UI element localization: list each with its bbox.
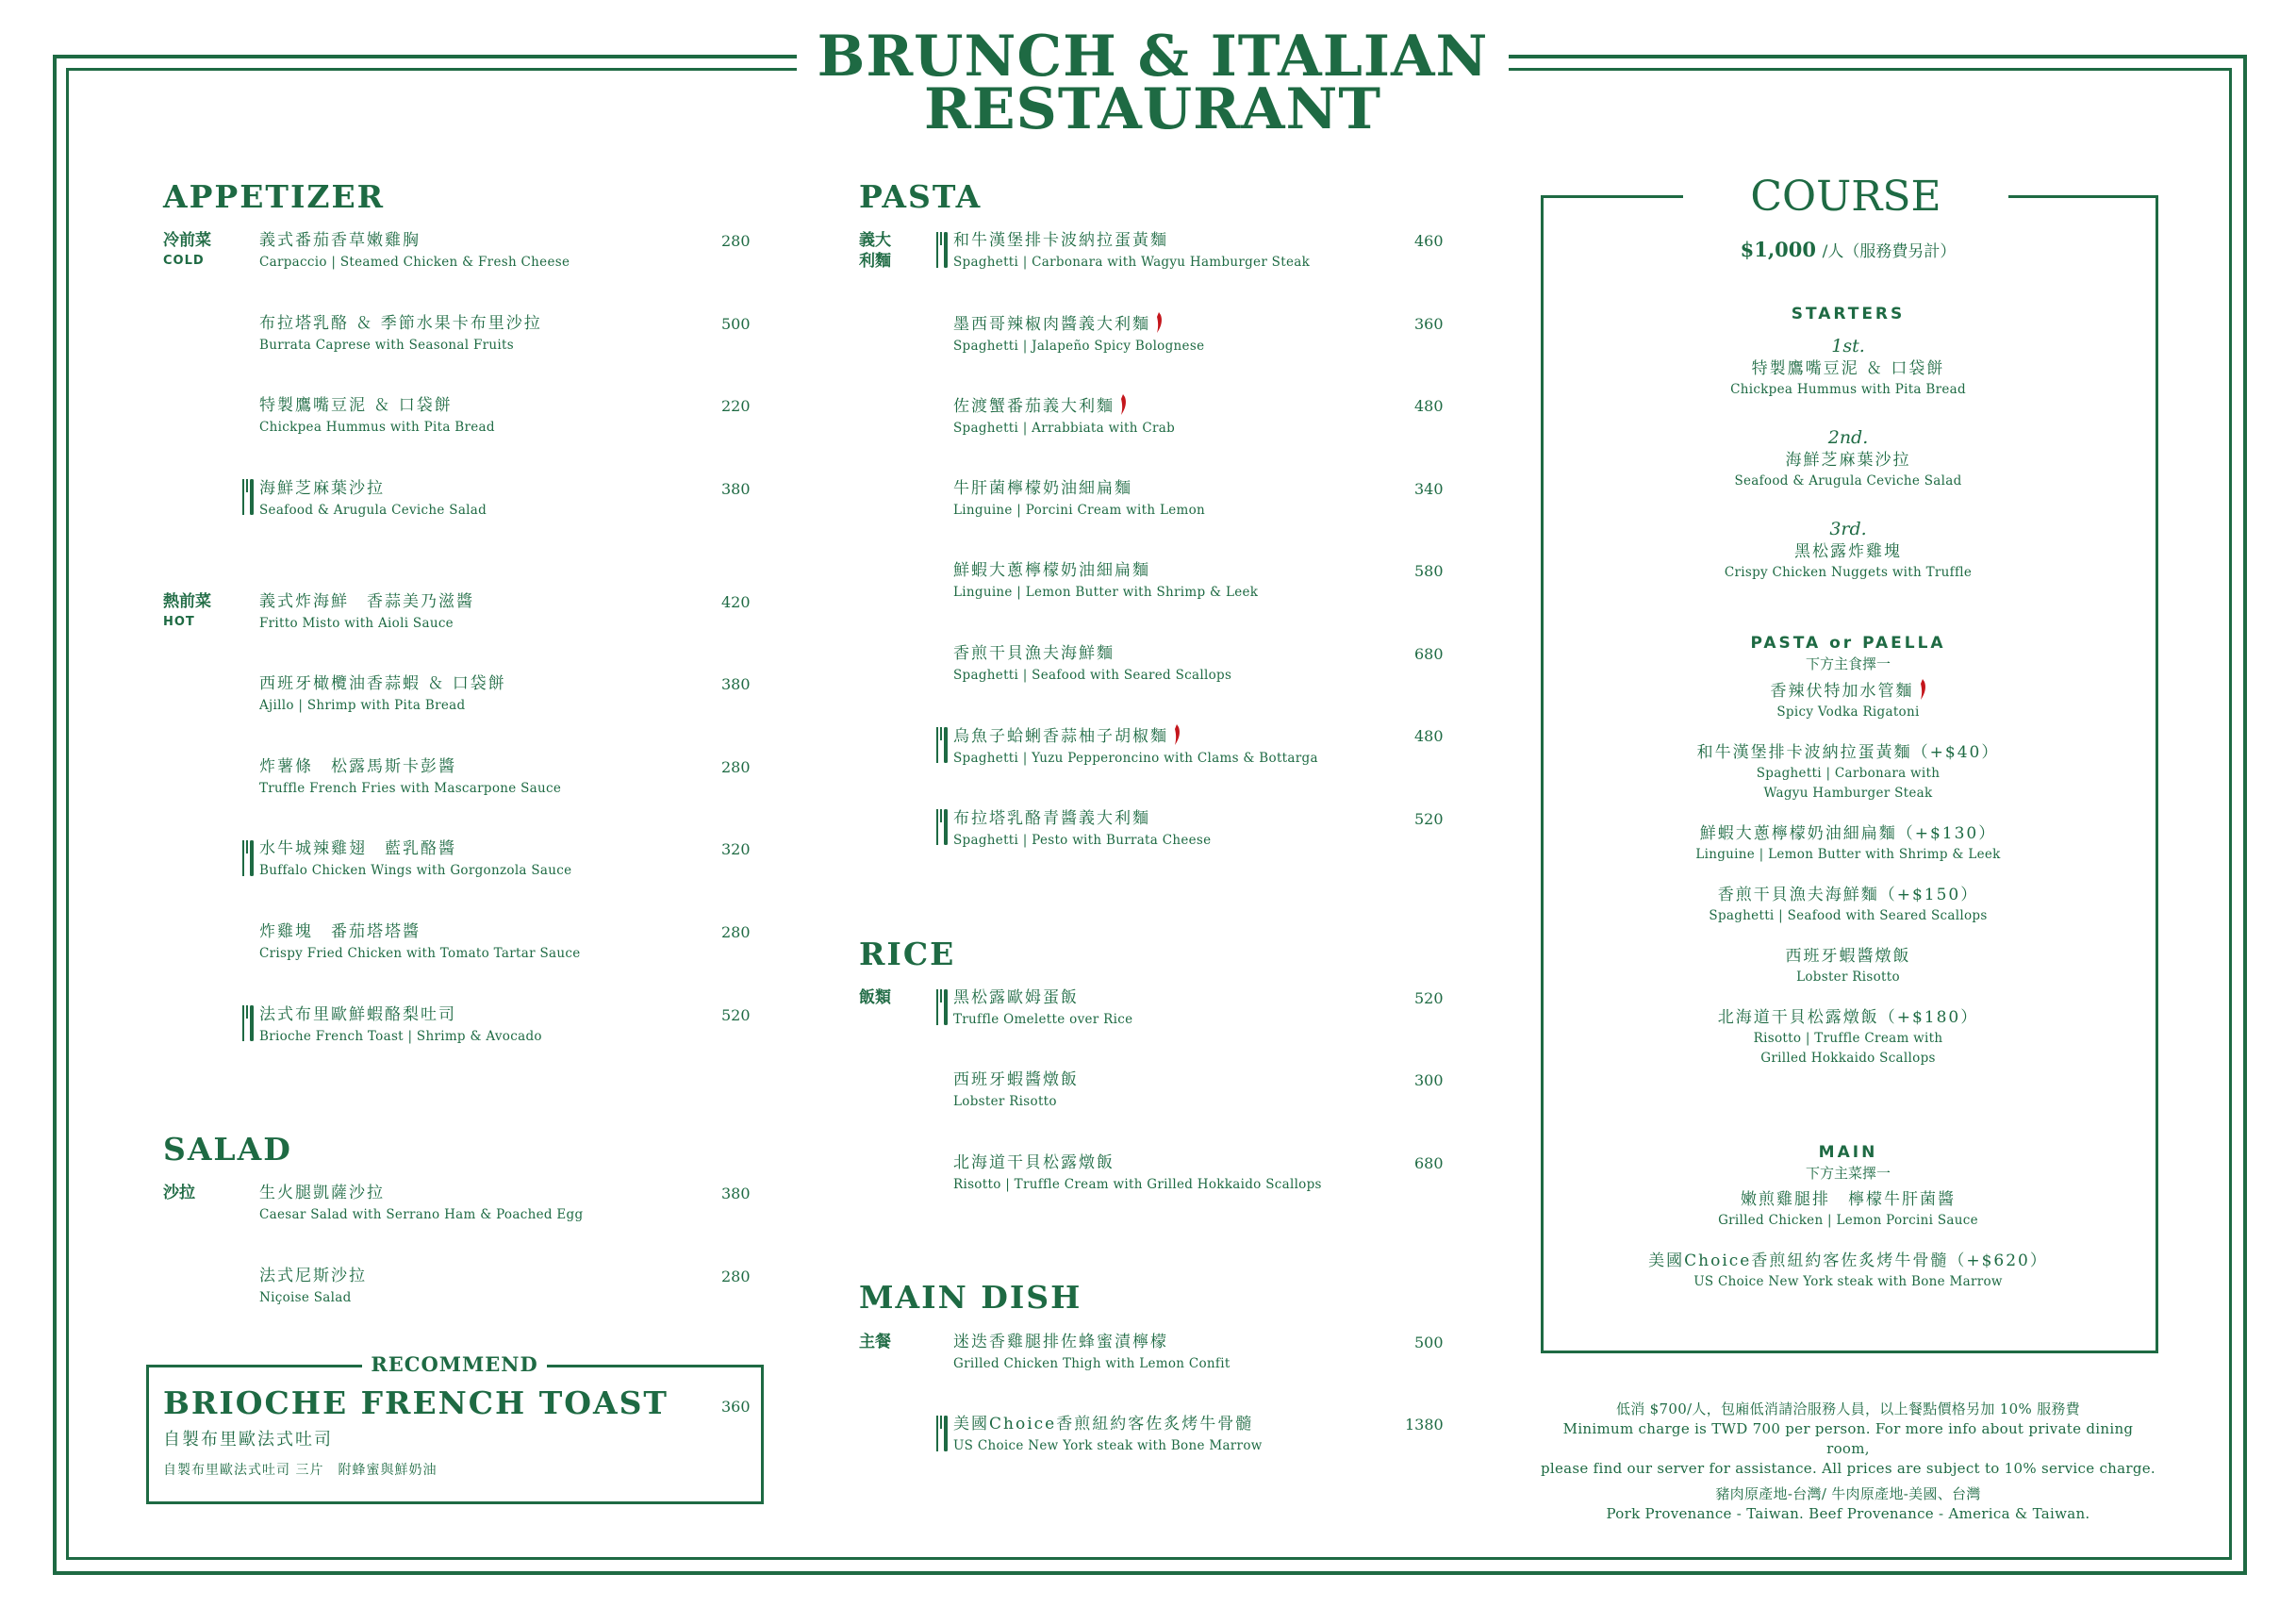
item-name-zh-text: 烏魚子蛤蜊香蒜柚子胡椒麵 — [953, 727, 1168, 746]
salad-category: 沙拉 — [163, 1184, 195, 1202]
menu-item — [953, 229, 1310, 273]
item-price: 480 — [1414, 727, 1444, 745]
item-name-zh: 義式番茄香草嫩雞胸 — [259, 231, 421, 250]
starters-heading: STARTERS — [1791, 305, 1906, 323]
main-dish-category: 主餐 — [859, 1333, 891, 1351]
course-main-name-en: Grilled Chicken | Lemon Porcini Sauce — [1718, 1213, 1978, 1228]
fork-knife-icon — [241, 840, 255, 876]
item-price: 680 — [1414, 645, 1444, 663]
item-price: 520 — [1414, 989, 1444, 1007]
chili-icon — [1154, 312, 1163, 333]
footer-line-1: 低消 $700/人，包廂低消請洽服務人員，以上餐點價格另加 10% 服務費 — [1616, 1400, 2080, 1417]
recommend-price: 360 — [721, 1398, 751, 1416]
course-main-name-zh: 嫩煎雞腿排 檸檬牛肝菌醬 — [1741, 1190, 1956, 1209]
pasta-paella-heading: PASTA or PAELLA — [1750, 634, 1946, 653]
item-price: 520 — [721, 1006, 751, 1024]
item-name-zh: 法式尼斯沙拉 — [259, 1267, 367, 1285]
menu-item — [953, 724, 1318, 769]
chili-icon — [1918, 679, 1926, 700]
item-name-zh: 海鮮芝麻葉沙拉 — [259, 479, 385, 498]
course-main — [1541, 1141, 2156, 1292]
item-name-en: Fritto Misto with Aioli Sauce — [259, 616, 454, 631]
item-name-en: Niçoise Salad — [259, 1290, 352, 1305]
course-pasta-name-zh: 香煎干貝漁夫海鮮麵（+$150） — [1717, 886, 1979, 904]
menu-item — [259, 394, 495, 438]
starter-name-en: Seafood & Arugula Ceviche Salad — [1734, 473, 1962, 489]
menu-item — [953, 1413, 1263, 1456]
cold-label-zh: 冷前菜 — [163, 231, 211, 250]
item-name-zh — [953, 312, 1204, 336]
item-name-en: Spaghetti | Pesto with Burrata Cheese — [953, 833, 1212, 848]
pasta-category: 義大利麵 — [859, 231, 891, 271]
salad-heading: SALAD — [163, 1131, 292, 1168]
course-price: $1,000 — [1740, 238, 1816, 261]
fork-knife-icon — [241, 479, 255, 515]
item-name-en: Spaghetti | Carbonara with Wagyu Hamburger Steak — [953, 255, 1311, 270]
menu-item — [259, 1265, 367, 1308]
item-price: 340 — [1414, 480, 1444, 498]
item-name-zh: 香煎干貝漁夫海鮮麵 — [953, 644, 1115, 663]
item-price: 480 — [1414, 397, 1444, 415]
course-pasta-name-en-2: Grilled Hokkaido Scallops — [1760, 1051, 1936, 1066]
starter-name-zh: 海鮮芝麻葉沙拉 — [1785, 451, 1911, 470]
item-price: 500 — [1414, 1334, 1444, 1351]
menu-item — [953, 477, 1205, 521]
starter-ordinal: 1st. — [1831, 336, 1865, 356]
menu-item — [259, 312, 542, 356]
recommend-desc: 自製布里歐法式吐司 三片 附蜂蜜與鮮奶油 — [163, 1463, 438, 1478]
course-main-heading: MAIN — [1818, 1143, 1878, 1162]
course-pasta-name-zh: 西班牙蝦醬燉飯 — [1785, 947, 1911, 966]
item-name-en: Crispy Fried Chicken with Tomato Tartar Sauce — [259, 946, 581, 961]
item-name-zh-text: 佐渡蟹番茄義大利麵 — [953, 397, 1115, 416]
menu-item — [953, 642, 1231, 686]
item-price: 380 — [721, 1185, 751, 1202]
menu-item — [953, 1069, 1079, 1112]
menu-item — [259, 755, 561, 799]
appetizer-cold-category — [163, 230, 211, 272]
item-price: 1380 — [1405, 1416, 1444, 1433]
course-pasta-name-en: Risotto | Truffle Cream with — [1753, 1031, 1943, 1046]
course-pasta-name-en: Spaghetti | Carbonara with — [1756, 766, 1941, 781]
menu-item — [953, 559, 1258, 603]
menu-item — [259, 590, 474, 634]
course-main-name-zh: 美國Choice香煎紐約客佐炙烤牛骨髓（+$620） — [1648, 1251, 2048, 1270]
item-name-en: Burrata Caprese with Seasonal Fruits — [259, 338, 514, 353]
item-name-zh: 牛肝菌檸檬奶油細扁麵 — [953, 479, 1132, 498]
item-name-zh: 美國Choice香煎紐約客佐炙烤牛骨髓 — [953, 1415, 1254, 1433]
course-pasta-name-en: Lobster Risotto — [1796, 969, 1900, 985]
item-name-en: Spaghetti | Yuzu Pepperoncino with Clams & Bottarga — [953, 751, 1318, 766]
item-name-zh: 布拉塔乳酪青醬義大利麵 — [953, 809, 1150, 828]
course-pasta-name-en: Spaghetti | Seafood with Seared Scallops — [1709, 908, 1988, 923]
menu-item — [953, 1331, 1231, 1374]
hot-label-zh: 熱前菜 — [163, 592, 211, 611]
item-name-en: Truffle French Fries with Mascarpone Sauce — [259, 781, 562, 796]
item-name-en: Chickpea Hummus with Pita Bread — [259, 420, 495, 435]
fork-knife-icon — [935, 989, 949, 1025]
course-pasta-paella — [1541, 632, 2156, 1069]
item-name-zh: 炸薯條 松露馬斯卡彭醬 — [259, 757, 456, 776]
menu-item — [259, 1182, 583, 1225]
fork-knife-icon — [935, 1416, 949, 1451]
main-dish-heading: MAIN DISH — [859, 1279, 1082, 1316]
footer-line-3: please find our server for assistance. All prices are subject to 10% service charge. — [1541, 1460, 2156, 1477]
item-name-en: Brioche French Toast | Shrimp & Avocado — [259, 1029, 542, 1044]
starter-name-en: Chickpea Hummus with Pita Bread — [1730, 382, 1966, 397]
item-name-zh: 義式炸海鮮 香蒜美乃滋醬 — [259, 592, 474, 611]
item-name-en: Spaghetti | Seafood with Seared Scallops — [953, 668, 1232, 683]
course-price-line — [1541, 238, 2156, 261]
course-main-name-en: US Choice New York steak with Bone Marrow — [1693, 1274, 2003, 1289]
fork-knife-icon — [935, 809, 949, 845]
footer-line-4: 豬肉原產地-台灣/ 牛肉原產地-美國、台灣 — [1715, 1485, 1981, 1502]
course-pasta-name-en: Linguine | Lemon Butter with Shrimp & Leek — [1695, 847, 2001, 862]
menu-item — [953, 807, 1211, 851]
footer-notes — [1541, 1400, 2156, 1524]
starter-name-en: Crispy Chicken Nuggets with Truffle — [1724, 565, 1973, 580]
item-name-en: US Choice New York steak with Bone Marrow — [953, 1438, 1263, 1453]
course-pasta-name-zh-text: 香辣伏特加水管麵 — [1770, 682, 1914, 701]
menu-item — [259, 477, 487, 521]
recommend-label: RECOMMEND — [371, 1352, 538, 1376]
item-name-en: Carpaccio | Steamed Chicken & Fresh Cheese — [259, 255, 570, 270]
item-name-en: Risotto | Truffle Cream with Grilled Hokkaido Scallops — [953, 1177, 1322, 1192]
item-name-zh: 炸雞塊 番茄塔塔醬 — [259, 922, 421, 941]
item-name-en: Seafood & Arugula Ceviche Salad — [259, 503, 487, 518]
item-name-zh — [953, 724, 1318, 748]
item-price: 280 — [721, 923, 751, 941]
item-price: 280 — [721, 1268, 751, 1285]
starter-ordinal: 3rd. — [1829, 519, 1867, 539]
item-price: 320 — [721, 840, 751, 858]
item-price: 380 — [721, 480, 751, 498]
item-name-zh: 黑松露歐姆蛋飯 — [953, 988, 1079, 1007]
item-name-en: Caesar Salad with Serrano Ham & Poached Egg — [259, 1207, 584, 1222]
menu-item — [953, 312, 1204, 356]
item-price: 680 — [1414, 1154, 1444, 1172]
course-pasta-name-zh: 鮮蝦大蔥檸檬奶油細扁麵（+$130） — [1699, 824, 1997, 843]
menu-item — [259, 837, 571, 881]
course-price-note: /人（服務費另計） — [1822, 242, 1957, 261]
recommend-dish-name: BRIOCHE FRENCH TOAST — [163, 1384, 669, 1421]
title-line-2: RESTAURANT — [923, 76, 1382, 142]
course-starters — [1541, 303, 2156, 583]
starter-name-zh: 特製鷹嘴豆泥 ＆ 口袋餅 — [1751, 359, 1945, 378]
item-name-zh: 北海道干貝松露燉飯 — [953, 1153, 1115, 1172]
item-name-en: Lobster Risotto — [953, 1094, 1057, 1109]
item-name-zh: 迷迭香雞腿排佐蜂蜜漬檸檬 — [953, 1333, 1168, 1351]
title-line-1: BRUNCH & ITALIAN — [817, 24, 1489, 90]
pasta-heading: PASTA — [859, 178, 983, 215]
item-name-en: Grilled Chicken Thigh with Lemon Confit — [953, 1356, 1231, 1371]
item-name-en: Buffalo Chicken Wings with Gorgonzola Sauce — [259, 863, 572, 878]
item-price: 420 — [721, 593, 751, 611]
item-name-en: Ajillo | Shrimp with Pita Bread — [259, 698, 466, 713]
item-name-zh: 布拉塔乳酪 ＆ 季節水果卡布里沙拉 — [259, 314, 542, 333]
course-pasta-name-en: Spicy Vodka Rigatoni — [1776, 704, 1920, 720]
appetizer-heading: APPETIZER — [163, 178, 386, 215]
recommend-dish-zh: 自製布里歐法式吐司 — [163, 1430, 333, 1450]
course-title: COURSE — [1750, 173, 1941, 221]
rice-heading: RICE — [859, 936, 956, 972]
item-name-zh: 西班牙橄欖油香蒜蝦 ＆ 口袋餅 — [259, 674, 506, 693]
appetizer-hot-category — [163, 591, 211, 633]
menu-item — [259, 672, 506, 716]
item-price: 220 — [721, 397, 751, 415]
item-price: 500 — [721, 315, 751, 333]
item-name-en: Linguine | Lemon Butter with Shrimp & Leek — [953, 585, 1259, 600]
item-name-en: Truffle Omelette over Rice — [953, 1012, 1133, 1027]
item-name-en: Linguine | Porcini Cream with Lemon — [953, 503, 1206, 518]
item-price: 460 — [1414, 232, 1444, 250]
item-price: 280 — [721, 758, 751, 776]
fork-knife-icon — [935, 232, 949, 268]
starter-name-zh: 黑松露炸雞塊 — [1794, 542, 1902, 561]
footer-line-5: Pork Provenance - Taiwan. Beef Provenance - America & Taiwan. — [1606, 1505, 2090, 1522]
item-name-zh-text: 墨西哥辣椒肉醬義大利麵 — [953, 315, 1150, 334]
item-price: 360 — [1414, 315, 1444, 333]
course-pasta-name-zh — [1541, 679, 2156, 703]
item-price: 300 — [1414, 1071, 1444, 1089]
item-name-zh: 法式布里歐鮮蝦酪梨吐司 — [259, 1005, 456, 1024]
menu-item — [953, 986, 1132, 1030]
item-name-en: Spaghetti | Arrabbiata with Crab — [953, 421, 1176, 436]
item-name-zh: 鮮蝦大蔥檸檬奶油細扁麵 — [953, 561, 1150, 580]
starter-ordinal: 2nd. — [1827, 427, 1869, 448]
item-price: 380 — [721, 675, 751, 693]
item-name-en: Spaghetti | Jalapeño Spicy Bolognese — [953, 339, 1205, 354]
item-name-zh: 西班牙蝦醬燉飯 — [953, 1070, 1079, 1089]
course-pasta-name-zh: 北海道干貝松露燉飯（+$180） — [1717, 1008, 1979, 1027]
pasta-paella-sub: 下方主食擇一 — [1805, 655, 1891, 672]
hot-label-en: HOT — [163, 615, 195, 629]
item-name-zh — [953, 394, 1175, 418]
item-name-zh: 特製鷹嘴豆泥 ＆ 口袋餅 — [259, 396, 453, 415]
item-name-zh: 水牛城辣雞翅 藍乳酪醬 — [259, 839, 456, 858]
chili-icon — [1172, 724, 1181, 745]
rice-category: 飯類 — [859, 988, 891, 1007]
item-name-zh: 和牛漢堡排卡波納拉蛋黃麵 — [953, 231, 1168, 250]
menu-item — [259, 920, 581, 964]
chili-icon — [1118, 394, 1127, 415]
menu-item — [259, 229, 570, 273]
item-price: 580 — [1414, 562, 1444, 580]
footer-line-2: Minimum charge is TWD 700 per person. For more info about private dining room, — [1562, 1420, 2134, 1457]
item-price: 520 — [1414, 810, 1444, 828]
fork-knife-icon — [935, 727, 949, 763]
menu-item — [259, 1003, 542, 1047]
fork-knife-icon — [241, 1005, 255, 1041]
cold-label-en: COLD — [163, 254, 205, 268]
menu-item — [953, 1152, 1322, 1195]
course-pasta-name-zh: 和牛漢堡排卡波納拉蛋黃麵（+$40） — [1696, 743, 2000, 762]
item-name-zh: 生火腿凱薩沙拉 — [259, 1184, 385, 1202]
item-price: 280 — [721, 232, 751, 250]
course-main-sub: 下方主菜擇一 — [1805, 1165, 1891, 1182]
restaurant-title — [797, 24, 1509, 142]
course-pasta-name-en-2: Wagyu Hamburger Steak — [1763, 786, 1933, 801]
menu-item — [953, 394, 1175, 439]
